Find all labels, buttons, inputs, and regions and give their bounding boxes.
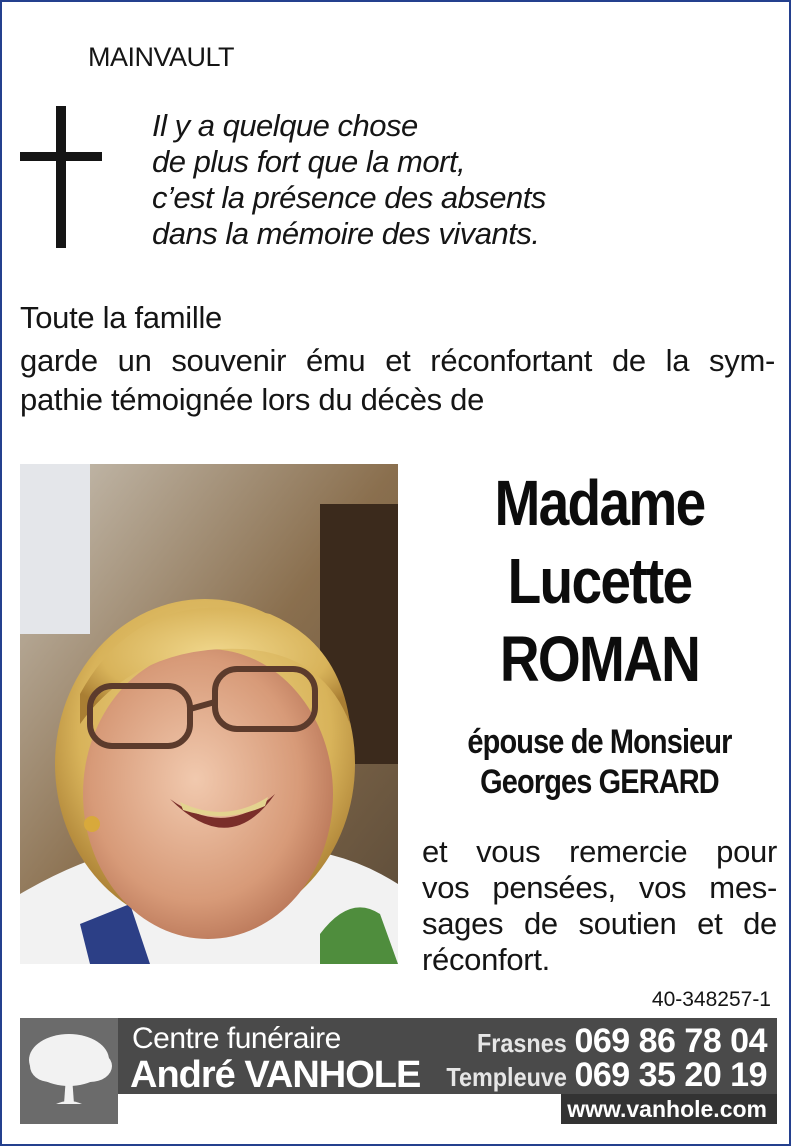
deceased-last-name: ROMAN [499, 623, 700, 695]
deceased-title: Madame [494, 467, 705, 539]
intro-line: Toute la famille [20, 300, 222, 335]
phone-templeuve [433, 1056, 767, 1095]
thanks-line: réconfort. [422, 942, 550, 977]
poem-line: c’est la présence des absents [152, 180, 546, 215]
poem-line: Il y a quelque chose [152, 108, 418, 143]
cross-icon [20, 106, 104, 250]
deceased-first-name: Lucette [507, 545, 692, 617]
intro-line: garde un souvenir ému et réconfortant de la sym- [20, 343, 775, 378]
thanks-line: vos pensées, vos mes- [422, 870, 777, 905]
poem-line: de plus fort que la mort, [152, 144, 466, 179]
phone-location: Frasnes [476, 1028, 567, 1058]
spouse-line: Georges GERARD [480, 763, 719, 801]
phone-location: Templeuve [445, 1062, 567, 1092]
funeral-home-type: Centre funéraire [132, 1022, 341, 1055]
deceased-name [422, 464, 777, 698]
phone-number: 069 86 78 04 [574, 1022, 767, 1060]
spouse-line: épouse de Monsieur [467, 723, 732, 761]
intro-line: pathie témoignée lors du décès de [20, 382, 485, 417]
funeral-home-banner [20, 1018, 777, 1124]
thanks-line: sages de soutien et de [422, 906, 777, 941]
phone-number: 069 35 20 19 [574, 1056, 767, 1094]
website-link: www.vanhole.com [567, 1096, 767, 1122]
thanks-text [422, 834, 777, 978]
poem [152, 108, 546, 252]
intro-text [20, 298, 775, 419]
reference-number: 40-348257-1 [651, 988, 771, 1011]
tree-logo-icon [20, 1018, 118, 1124]
portrait-photo [20, 464, 398, 964]
location-label: MAINVAULT [88, 42, 235, 72]
spouse-info [422, 722, 777, 802]
thanks-line: et vous remercie pour [422, 834, 777, 869]
poem-line: dans la mémoire des vivants. [152, 216, 540, 251]
funeral-home-name: André VANHOLE [130, 1054, 421, 1096]
